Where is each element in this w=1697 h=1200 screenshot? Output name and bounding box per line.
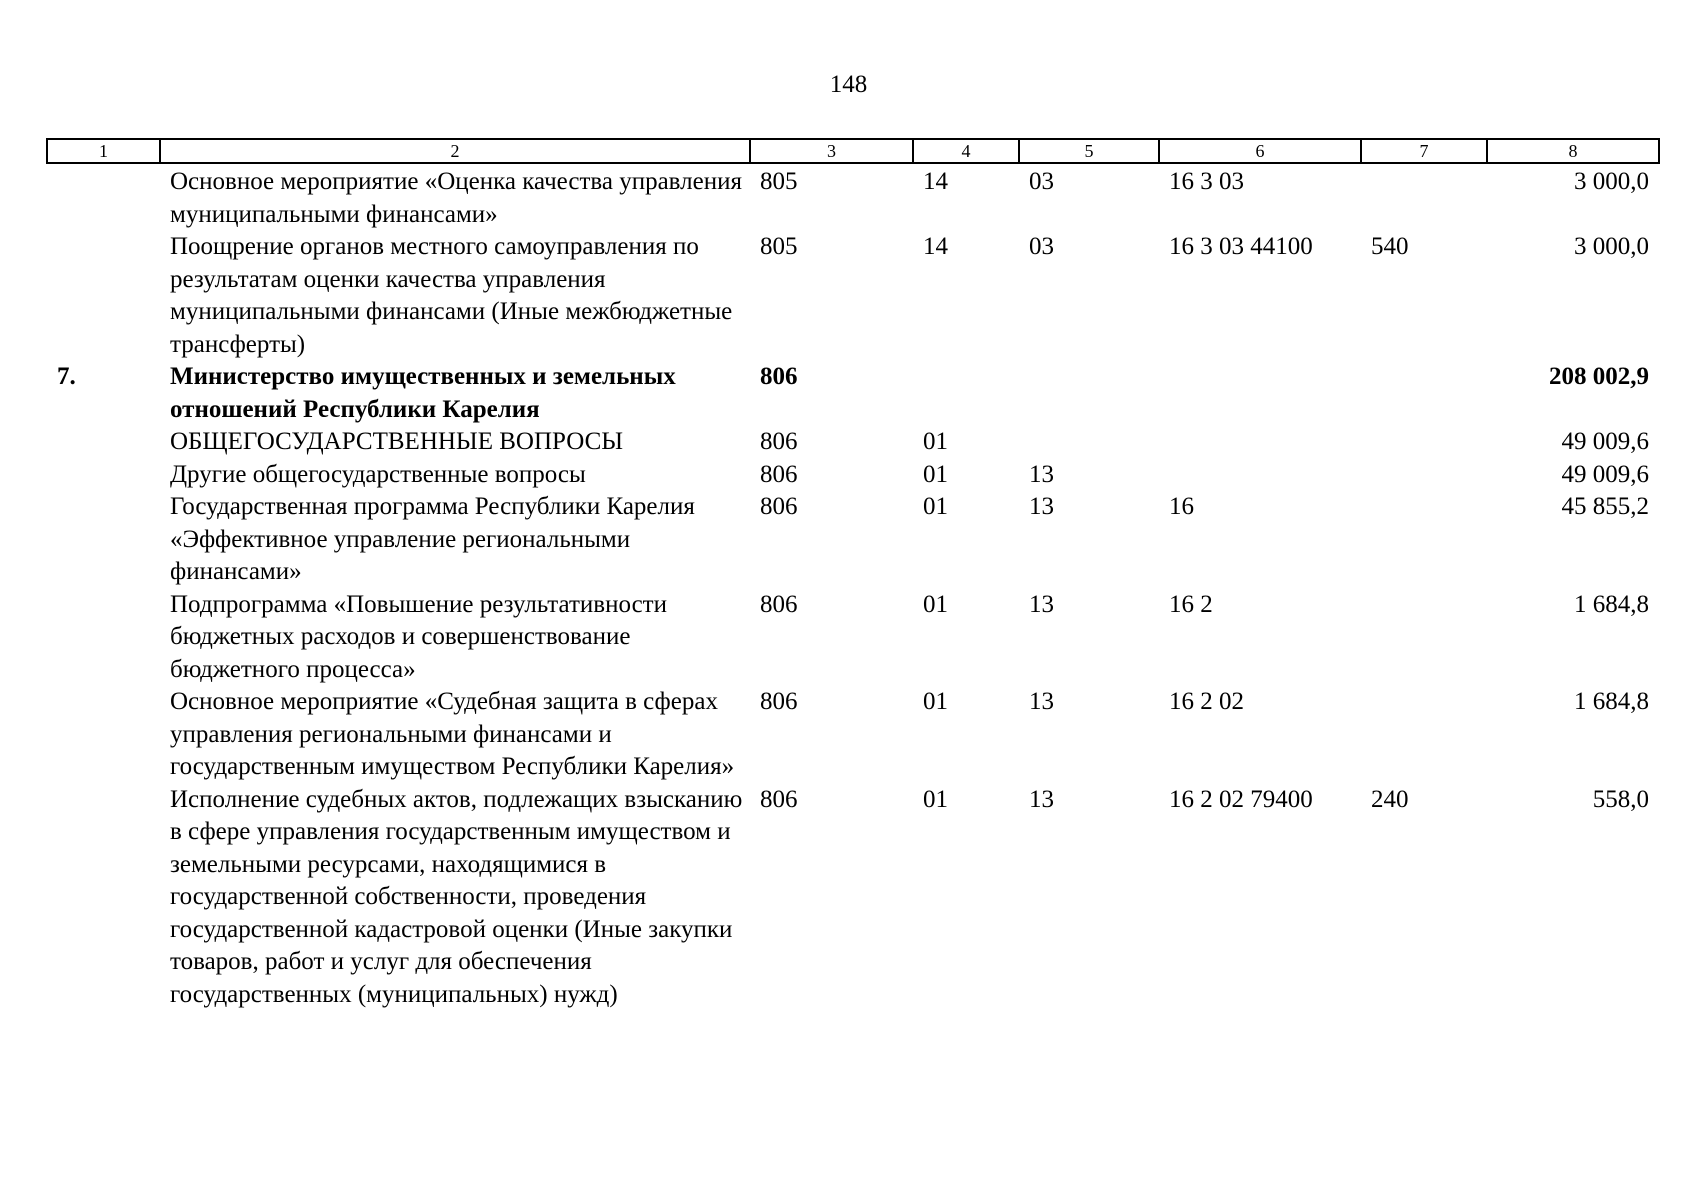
amount: 3 000,0 [1574,233,1649,260]
ministry-code: 806 [760,460,798,488]
section-code: 14 [923,168,948,195]
row-name: Основное мероприятие «Судебная защита в сферах управления региональными финансами и государственным имуществом Республики Карелия» [170,688,735,780]
row-number [47,459,160,492]
section-code: 01 [923,460,948,488]
subsection-code: 13 [1029,590,1054,618]
expense-type-code [1361,491,1487,589]
target-article-code [1159,361,1361,426]
section-code: 01 [923,688,948,715]
ministry-code: 805 [760,168,798,195]
section-code: 14 [923,233,948,260]
row-number [47,426,160,459]
expense-type-code [1361,426,1487,459]
column-header: 6 [1159,139,1361,163]
row-number: 7. [57,363,76,390]
expense-type-code: 540 [1371,233,1409,260]
expense-type-code [1361,163,1487,231]
amount: 49 009,6 [1561,428,1649,455]
expense-type-code [1361,686,1487,784]
column-header: 5 [1019,139,1159,163]
table-body [47,163,1659,1011]
subsection-code: 03 [1029,233,1054,260]
subsection-code: 13 [1029,785,1054,813]
amount: 45 855,2 [1561,493,1649,520]
subsection-code: 13 [1029,460,1054,488]
budget-table [46,138,1660,1011]
ministry-code: 806 [760,785,798,813]
table-row [47,426,1659,459]
subsection-code: 03 [1029,168,1054,195]
row-name: Подпрограмма «Повышение результативности бюджетных расходов и совершенствование бюджетного процесса» [170,590,667,683]
expense-type-code [1361,361,1487,426]
column-header: 8 [1487,139,1659,163]
target-article-code [1159,459,1361,492]
table-row [47,361,1659,426]
row-number [47,163,160,231]
row-name: Поощрение органов местного самоуправления по результатам оценки качества управления муниципальными финансами (Иные межбюджетные трансферты) [170,233,733,358]
target-article-code: 16 3 03 [1169,168,1244,195]
table-row [47,686,1659,784]
amount: 1 684,8 [1574,590,1649,618]
row-name: Исполнение судебных актов, подлежащих взысканию в сфере управления государственным имуществом и земельными ресурсами, находящимися в государственной собственности, проведения государственной кадастровой оценки (Иные закупки товаров, работ и услуг для обеспечения государственных (муниципальных) нужд) [170,785,743,1008]
table-header [47,139,1659,163]
section-code [913,361,1019,426]
row-name: Министерство имущественных и земельных отношений Республики Карелия [170,363,676,423]
section-code: 01 [923,590,948,618]
subsection-code [1019,361,1159,426]
expense-type-code [1361,589,1487,687]
column-header: 2 [160,139,750,163]
target-article-code: 16 2 [1169,590,1213,618]
row-name: Другие общегосударственные вопросы [170,460,586,488]
row-number [47,491,160,589]
column-header: 1 [47,139,160,163]
target-article-code: 16 [1169,493,1194,520]
table-row [47,231,1659,361]
row-name: ОБЩЕГОСУДАРСТВЕННЫЕ ВОПРОСЫ [170,428,624,455]
expense-type-code [1361,459,1487,492]
amount: 208 002,9 [1549,363,1649,390]
subsection-code: 13 [1029,688,1054,715]
row-name: Основное мероприятие «Оценка качества управления муниципальными финансами» [170,168,742,228]
amount: 1 684,8 [1574,688,1649,715]
row-number [47,784,160,1012]
target-article-code [1159,426,1361,459]
ministry-code: 805 [760,233,798,260]
expense-type-code: 240 [1371,785,1409,813]
column-header: 7 [1361,139,1487,163]
section-code: 01 [923,493,948,520]
target-article-code: 16 3 03 44100 [1169,233,1313,260]
table-row [47,163,1659,231]
target-article-code: 16 2 02 79400 [1169,785,1313,813]
column-header: 4 [913,139,1019,163]
table-row [47,589,1659,687]
table-row [47,784,1659,1012]
ministry-code: 806 [760,688,798,715]
page-number: 148 [829,71,868,98]
section-code: 01 [923,785,948,813]
ministry-code: 806 [760,590,798,618]
target-article-code: 16 2 02 [1169,688,1244,715]
ministry-code: 806 [760,428,798,455]
table-row [47,491,1659,589]
row-number [47,686,160,784]
subsection-code: 13 [1029,493,1054,520]
column-number-row [47,139,1659,163]
amount: 558,0 [1592,785,1649,813]
column-header: 3 [750,139,913,163]
ministry-code: 806 [760,493,798,520]
amount: 49 009,6 [1561,460,1649,488]
amount: 3 000,0 [1574,168,1649,195]
table-row [47,459,1659,492]
row-number [47,231,160,361]
row-name: Государственная программа Республики Карелия «Эффективное управление региональными финансами» [170,493,695,585]
row-number [47,589,160,687]
ministry-code: 806 [760,363,798,390]
subsection-code [1019,426,1159,459]
section-code: 01 [923,428,948,455]
